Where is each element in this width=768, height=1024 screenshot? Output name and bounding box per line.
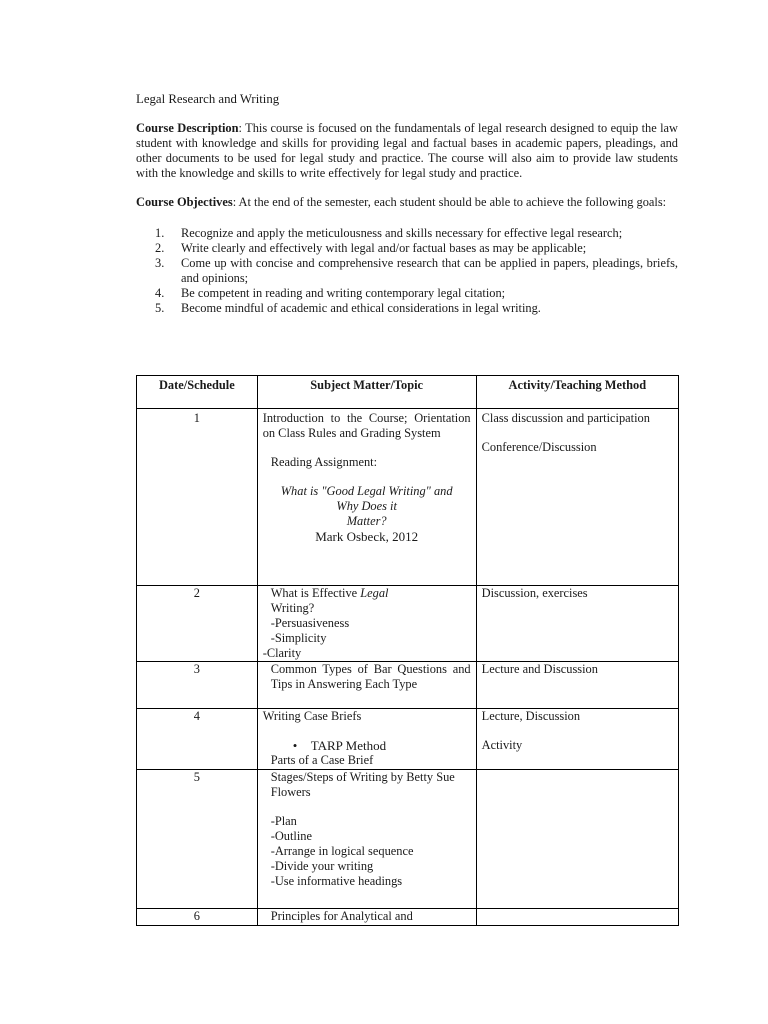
activity-cell: Discussion, exercises bbox=[476, 586, 678, 662]
row-number: 2 bbox=[137, 586, 258, 662]
table-row bbox=[137, 909, 679, 926]
activity-cell: Lecture, Discussion Activity bbox=[476, 709, 678, 770]
schedule-table bbox=[136, 375, 679, 926]
table-row bbox=[137, 709, 679, 770]
course-description-text: : This course is focused on the fundamentals of legal research designed to equip the law student with knowledge and skills for providing legal and factual bases in academic papers, pleadings, and other documents to be used for legal study and practice. The course will also aim to provide law students with the knowledge and skills to write effectively for legal study and practice. bbox=[136, 121, 678, 180]
row-number: 3 bbox=[137, 662, 258, 709]
course-objectives bbox=[136, 195, 678, 210]
course-objectives-text: : At the end of the semester, each student should be able to achieve the following goals: bbox=[232, 195, 667, 209]
topic-cell: Stages/Steps of Writing by Betty Sue Flowers -Plan -Outline -Arrange in logical sequence -Divide your writing -Use informative headings bbox=[257, 770, 476, 909]
activity-cell: Class discussion and participation Conference/Discussion bbox=[476, 409, 678, 586]
table-row bbox=[137, 409, 679, 586]
document-page bbox=[136, 92, 678, 326]
topic-cell: Principles for Analytical and bbox=[257, 909, 476, 926]
row-number: 1 bbox=[137, 409, 258, 586]
header-topic: Subject Matter/Topic bbox=[257, 376, 476, 409]
goal-item: 4. Be competent in reading and writing contemporary legal citation; bbox=[155, 286, 506, 300]
table-row bbox=[137, 586, 679, 662]
course-description bbox=[136, 121, 678, 181]
topic-cell: What is Effective Legal Writing? -Persuasiveness -Simplicity -Clarity bbox=[257, 586, 476, 662]
table-header-row bbox=[137, 376, 679, 409]
row-number: 4 bbox=[137, 709, 258, 770]
goal-item: 5. Become mindful of academic and ethical considerations in legal writing. bbox=[155, 301, 541, 315]
header-date: Date/Schedule bbox=[137, 376, 258, 409]
table-row bbox=[137, 662, 679, 709]
goal-item: 1. Recognize and apply the meticulousness and skills necessary for effective legal research; bbox=[155, 226, 623, 240]
topic-cell: Introduction to the Course; Orientation on Class Rules and Grading System Reading Assignment: What is "Good Legal Writing" and Why Does it Matter? Mark Osbeck, 2012 bbox=[257, 409, 476, 586]
topic-cell: Common Types of Bar Questions and Tips in Answering Each Type bbox=[257, 662, 476, 709]
row-number: 6 bbox=[137, 909, 258, 926]
course-description-label: Course Description bbox=[136, 121, 239, 135]
goal-item: 2. Write clearly and effectively with legal and/or factual bases as may be applicable; bbox=[155, 241, 587, 255]
goals-list bbox=[136, 226, 678, 316]
header-activity: Activity/Teaching Method bbox=[476, 376, 678, 409]
row-number: 5 bbox=[137, 770, 258, 909]
document-title: Legal Research and Writing bbox=[136, 92, 280, 106]
goal-item: 3. Come up with concise and comprehensive research that can be applied in papers, pleadings, briefs, and opinions; bbox=[155, 256, 678, 285]
topic-cell: Writing Case Briefs • TARP Method Parts of a Case Brief bbox=[257, 709, 476, 770]
table-row bbox=[137, 770, 679, 909]
course-objectives-label: Course Objectives bbox=[136, 195, 233, 209]
activity-cell: Lecture and Discussion bbox=[476, 662, 678, 709]
activity-cell bbox=[476, 770, 678, 909]
activity-cell bbox=[476, 909, 678, 926]
